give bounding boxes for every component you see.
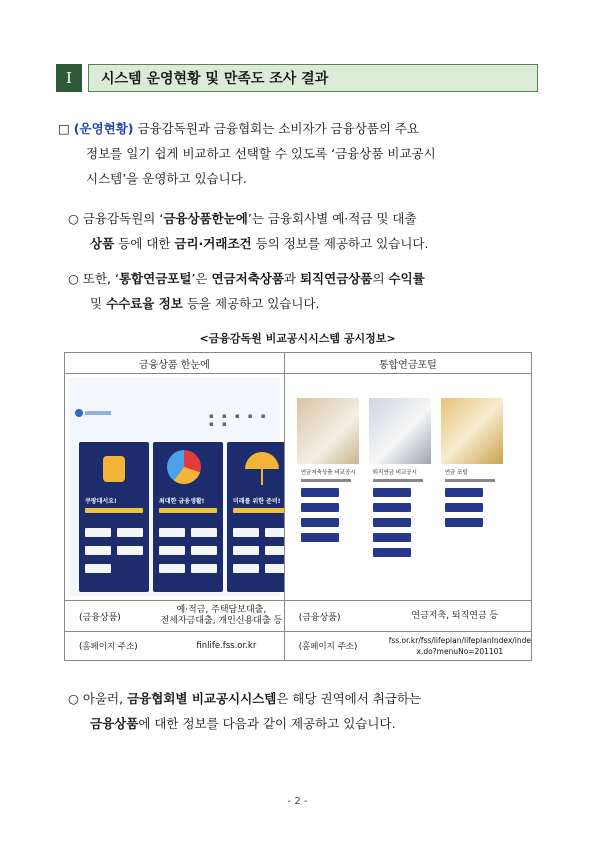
- text: 과: [283, 271, 300, 286]
- circle-bullet-icon: ○: [68, 691, 79, 706]
- products-label: (금융상품): [79, 612, 121, 623]
- para1-line3: 시스템’을 운영하고 있습니다.: [86, 171, 247, 186]
- pension-col-3: [441, 398, 503, 533]
- finlife-screenshot-cell: [65, 374, 285, 601]
- growth-chart-icon: [153, 442, 223, 492]
- url-row-left: [65, 632, 285, 661]
- paragraph-fss-site: [68, 206, 428, 256]
- emphasis: 연금저축상품: [211, 271, 284, 286]
- emphasis: 상품: [90, 236, 115, 251]
- url-right-line1: fss.or.kr/fss/lifeplan/lifeplanIndex/inde: [388, 636, 531, 645]
- square-bullet-icon: □: [58, 121, 70, 136]
- text: 의: [372, 271, 389, 286]
- pension-screenshot-cell: [284, 374, 531, 601]
- card-title: 쿠팡대서요!: [85, 498, 117, 505]
- emphasis: 금리·거래조건: [174, 236, 252, 251]
- lead-label: (운영현황): [73, 121, 134, 136]
- products-right: 연금저축, 퇴직연금 등: [411, 610, 499, 621]
- text: 에 대한 정보를 다음과 같이 제공하고 있습니다.: [138, 716, 396, 731]
- circle-bullet-icon: ○: [68, 271, 79, 286]
- col-title: 퇴직연금 비교공시: [372, 470, 417, 476]
- products-left-line1: 예·적금, 주택담보대출,: [176, 605, 267, 615]
- text: 등에 대한: [114, 236, 175, 251]
- para1-line1: 금융감독원과 금융협회는 소비자가 금융상품의 주요: [133, 121, 420, 136]
- products-row-left: [65, 601, 285, 632]
- pension-col-2: [369, 398, 431, 563]
- url-row-right: [284, 632, 531, 661]
- url-label: (홈페이지 주소): [298, 642, 358, 652]
- emphasis: 퇴직연금상품: [299, 271, 373, 286]
- finlife-screenshot: [69, 378, 280, 596]
- circle-bullet-icon: ○: [68, 211, 79, 226]
- photo-icon: [441, 398, 503, 464]
- finlife-card-3: [227, 442, 284, 592]
- paragraph-operation-status: [58, 116, 436, 191]
- piggy-bank-icon: [79, 442, 149, 492]
- url-left[interactable]: finlife.fss.or.kr: [196, 640, 257, 651]
- text: 등의 정보를 제공하고 있습니다.: [251, 236, 429, 251]
- emphasis: 금융협회별 비교공시시스템: [127, 691, 277, 706]
- text: 및: [90, 296, 107, 311]
- finlife-card-1: [79, 442, 149, 592]
- url-right[interactable]: [389, 635, 531, 657]
- col-header-pension: 통합연금포털: [284, 353, 531, 374]
- products-row-right: [284, 601, 531, 632]
- section-number: I: [56, 64, 82, 92]
- paragraph-pension-portal: [68, 266, 425, 316]
- paragraph-association-systems: [68, 686, 421, 736]
- pension-col-1: [297, 398, 359, 548]
- pension-screenshot: [289, 378, 527, 596]
- emphasis: 통합연금포털: [118, 271, 192, 286]
- url-right-line2: x.do?menuNo=201101: [416, 647, 504, 656]
- photo-icon: [297, 398, 359, 464]
- url-label: (홈페이지 주소): [79, 642, 138, 652]
- text: 은 해당 권역에서 취급하는: [276, 691, 422, 706]
- photo-icon: [369, 398, 431, 464]
- fss-logo-icon: [75, 408, 115, 418]
- text: 아울러,: [82, 691, 128, 706]
- emphasis: 금융상품한눈에: [163, 211, 248, 226]
- text: 또한, ‘: [82, 271, 119, 286]
- emphasis: 수익률: [388, 271, 425, 286]
- col-header-finlife: 금융상품 한눈에: [65, 353, 285, 374]
- para1-line2: 정보를 일기 쉽게 비교하고 선택할 수 있도록 ‘금융상품 비교공시: [86, 146, 436, 161]
- col-title: 연금저축상품 비교공시: [300, 470, 356, 476]
- col-title: 연금 포털: [444, 470, 468, 476]
- products-label: (금융상품): [298, 612, 341, 623]
- emphasis: 금융상품: [90, 716, 139, 731]
- text: 금융감독원의 ‘: [82, 211, 164, 226]
- card-title: 최대한 금융생활!: [159, 498, 205, 505]
- finlife-card-2: [153, 442, 223, 592]
- emphasis: 수수료율 정보: [106, 296, 183, 311]
- umbrella-icon: [227, 442, 284, 492]
- products-left-line2: 전세자금대출, 개인신용대출 등: [160, 616, 283, 626]
- page-number: - 2 -: [287, 796, 308, 807]
- text: ’는 금융회사별 예·적금 및 대출: [247, 211, 417, 226]
- card-title: 미래를 위한 준비!: [233, 498, 281, 505]
- table-caption: <금융감독원 비교공시시스템 공시정보>: [199, 332, 396, 345]
- comparison-table: [64, 352, 532, 661]
- text: ’은: [191, 271, 212, 286]
- menu-dots-icon: ▪ ▪ ▪ ▪ ▪ ▪ ▪: [209, 412, 269, 428]
- section-title: 시스템 운영현황 및 만족도 조사 결과: [88, 64, 538, 92]
- text: 등을 제공하고 있습니다.: [182, 296, 320, 311]
